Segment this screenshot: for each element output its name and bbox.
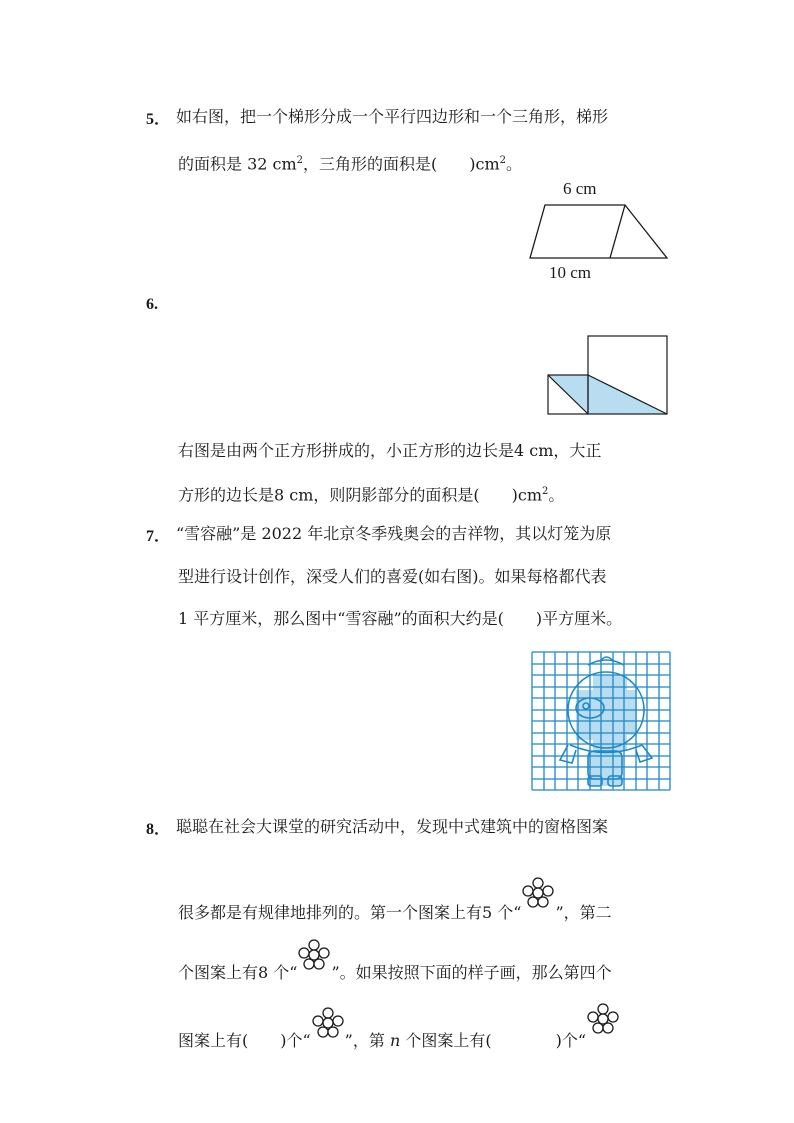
q5-sup-1: 2 bbox=[296, 155, 304, 166]
q5-line-2-a: 的面积是 32 cm bbox=[178, 154, 297, 174]
trapezoid-top-label: 6 cm bbox=[563, 179, 597, 198]
trapezoid-divider bbox=[610, 205, 625, 258]
mascot-grid-figure bbox=[530, 650, 672, 792]
q8-line-3-a: 个图案上有8 个“ bbox=[178, 963, 298, 982]
q8-line-1: 聪聪在社会大课堂的研究活动中，发现中式建筑中的窗格图案 bbox=[176, 817, 609, 836]
flower-icon bbox=[297, 938, 331, 972]
q8-line-4 bbox=[178, 1002, 620, 1052]
q5-sup-2: 2 bbox=[499, 155, 507, 166]
q8-line-4-b: ”，第 bbox=[344, 1031, 385, 1050]
q6-number: 6. bbox=[146, 296, 158, 313]
q5-line-2-b: ，三角形的面积是( )cm bbox=[303, 154, 500, 174]
q6-line-1: 右图是由两个正方形拼成的，小正方形的边长是4 cm，大正 bbox=[178, 441, 602, 460]
q8-line-3-b: ”。如果按照下面的样子画，那么第四个 bbox=[331, 963, 612, 982]
mascot-shading bbox=[576, 675, 637, 786]
flower-icon bbox=[311, 1006, 345, 1040]
q6-line-2-end: 。 bbox=[548, 485, 565, 505]
q5-line-2 bbox=[178, 150, 522, 175]
squares-figure bbox=[545, 333, 670, 418]
q8-line-4-a: 图案上有( )个“ bbox=[178, 1031, 311, 1050]
trapezoid-figure bbox=[525, 175, 675, 285]
q8-line-2-a: 很多都是有规律地排列的。第一个图案上有5 个“ bbox=[178, 903, 522, 922]
q7-number: 7． bbox=[146, 528, 171, 545]
trapezoid-outline bbox=[530, 205, 667, 258]
q8-variable-n: n bbox=[389, 1031, 401, 1050]
q8-line-3 bbox=[178, 938, 612, 984]
q6-line-2-a: 方形的边长是8 cm，则阴影部分的面积是( )cm bbox=[178, 485, 543, 505]
q8-line-2-b: ”，第二 bbox=[555, 903, 612, 922]
q5-line-2-end: 。 bbox=[506, 154, 523, 174]
q6-line-2 bbox=[178, 481, 564, 506]
q5-number: 5． bbox=[146, 111, 171, 128]
q8-number: 8． bbox=[146, 821, 171, 838]
trapezoid-bottom-label: 10 cm bbox=[549, 263, 592, 282]
grid-lines bbox=[532, 652, 670, 790]
q8-line-2 bbox=[178, 876, 612, 924]
flower-icon bbox=[586, 1002, 620, 1036]
flower-icon bbox=[521, 876, 555, 910]
q6-sup: 2 bbox=[542, 486, 549, 497]
q5-line-1: 如右图，把一个梯形分成一个平行四边形和一个三角形，梯形 bbox=[176, 107, 609, 126]
shaded-region bbox=[548, 375, 667, 414]
q7-line-1: “雪容融”是 2022 年北京冬季残奥会的吉祥物，其以灯笼为原 bbox=[176, 524, 612, 543]
q7-line-3: 1 平方厘米，那么图中“雪容融”的面积大约是( )平方厘米。 bbox=[178, 609, 623, 628]
q7-line-2: 型进行设计创作，深受人们的喜爱(如右图)。如果每格都代表 bbox=[178, 567, 607, 586]
q8-line-4-c: 个图案上有( )个“ bbox=[405, 1031, 587, 1050]
